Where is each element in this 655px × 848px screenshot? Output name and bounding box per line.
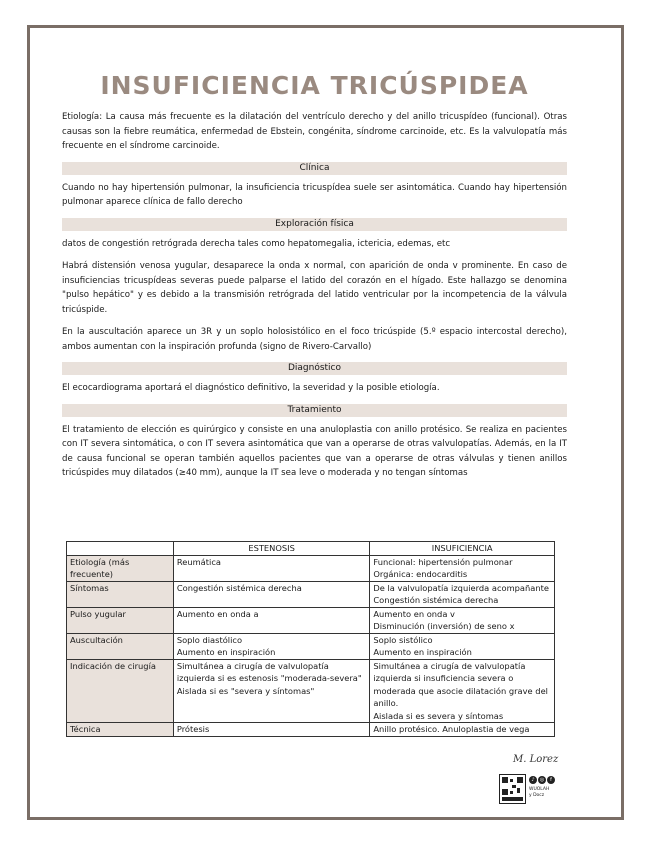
table-cell-estenosis [173,607,370,633]
page-title: INSUFICIENCIA TRICÚSPIDEA [100,71,529,100]
table-row [67,607,555,633]
exploracion-paragraph-3: En la auscultación aparece un 3R y un soplo holosistólico en el foco tricúspide (5.º espacio intercostal derecho), ambos aumentan con la inspiración profunda (signo de Rivero-Carvallo) [62,327,567,352]
author-signature: M. Lorez [513,754,559,765]
table-row-label: Técnica [67,723,174,737]
table-row-label: Etiología (más frecuente) [67,555,174,581]
table-cell-insuficiencia [370,659,555,723]
table-cell-estenosis [173,633,370,659]
section-heading-clinica: Clínica [62,162,567,175]
table-cell-line: Simultánea a cirugía de valvulopatía izquierda si es estenosis "moderada-severa" [176,660,362,683]
table-cell-line: Simultánea a cirugía de valvulopatía izquierda si insuficiencia severa o moderada que asocie dilatación grave del anillo. [373,660,548,708]
table-cell-insuficiencia [370,581,555,607]
instagram-icon[interactable]: ◎ [539,777,545,783]
table-cell-line: Orgánica: endocarditis [373,569,468,579]
table-cell-line: Aumento en inspiración [373,647,472,657]
table-cell-line: Congestión sistémica derecha [176,582,302,593]
table-row [67,555,555,581]
table-row-label: Auscultación [67,633,174,659]
table-cell-line: Soplo sistólico [373,634,433,645]
brand-text [529,787,549,799]
table-cell-line: Disminución (inversión) de seno x [373,621,515,631]
table-row-label: Pulso yugular [67,607,174,633]
table-cell-insuficiencia [370,607,555,633]
clinica-paragraph: Cuando no hay hipertensión pulmonar, la insuficiencia tricuspídea suele ser asintomática. Cuando hay hipertensión pulmonar aparece clínica de fallo derecho [62,182,567,207]
table-cell-insuficiencia [370,633,555,659]
table-cell-line: Reumática [176,556,221,567]
table-cell-estenosis [173,723,370,737]
section-heading-tratamiento: Tratamiento [62,404,567,417]
table-cell-line: Anillo protésico. Anuloplastia de vega [373,724,530,734]
table-row [67,659,555,723]
table-cell-line: Aislada si es "severa y síntomas" [176,685,315,696]
table-row [67,633,555,659]
table-cell-insuficiencia [370,555,555,581]
brand-line-2: y Docz [529,793,545,798]
table-cell-estenosis [173,581,370,607]
table-header-insuficiencia: INSUFICIENCIA [370,542,555,556]
table-row [67,723,555,737]
table-cell-estenosis [173,659,370,723]
intro-paragraph: Etiología: La causa más frecuente es la dilatación del ventrículo derecho y del anillo tricuspídeo (funcional). Otras causas son la fiebre reumática, enfermedad de Ebstein, congénita, síndrome carcinoide, etc. Es la valvulopatía más frecuente en el síndrome carcinoide. [62,112,567,151]
table-header-corner [67,542,174,556]
table-header-row [67,542,555,556]
section-heading-diagnostico: Diagnóstico [62,362,567,375]
document-body [62,70,567,489]
table-cell-line: Aumento en onda a [176,608,259,619]
section-heading-exploracion: Exploración física [62,218,567,231]
table-cell-insuficiencia [370,723,555,737]
table-cell-line: Prótesis [176,724,210,734]
table-cell-line: Aumento en inspiración [176,647,276,657]
facebook-icon[interactable]: f [547,776,555,784]
comparison-table [66,541,555,737]
table-cell-line: Aumento en onda v [373,608,455,619]
table-row-label: Síntomas [67,581,174,607]
tiktok-icon[interactable]: ♪ [529,776,537,784]
table-row-label: Indicación de cirugía [67,659,174,723]
table-cell-line: Aislada si es severa y síntomas [373,710,504,721]
table-cell-line: Funcional: hipertensión pulmonar [373,556,513,567]
brand-line-1: WUOLAH [529,787,550,792]
table-header-estenosis: ESTENOSIS [173,542,370,556]
diagnostico-paragraph: El ecocardiograma aportará el diagnóstico definitivo, la severidad y la posible etiología. [62,383,440,393]
table-cell-estenosis [173,555,370,581]
exploracion-paragraph-1: datos de congestión retrógrada derecha tales como hepatomegalia, ictericia, edemas, etc [62,238,451,249]
qr-code-icon [499,774,526,804]
table-cell-line: Congestión sistémica derecha [373,595,499,605]
exploracion-paragraph-2: Habrá distensión venosa yugular, desaparece la onda x normal, con aparición de onda v prominente. En caso de insuficiencias tricuspídeas severas puede palparse el latido del corazón en el hígado. Este hallazgo se denomina "pulso hepático" y es debido a la transmisión retrógrada del latido ventricular por la incompetencia de la válvula tricúspide. [62,261,567,315]
table-cell-line: De la valvulopatía izquierda acompañante [373,582,549,593]
table-row [67,581,555,607]
tratamiento-paragraph: El tratamiento de elección es quirúrgico y consiste en una anuloplastia con anillo protésico. Se realiza en pacientes con IT severa sintomática, o con IT severa asintomática que van a operarse de otras valvulopatías. Además, en la IT de causa funcional se operan también aquellos pacientes que van a operarse de otras válvulas y tienen anillos tricúspides muy dilatados (≥40 mm), aunque la IT sea leve o moderada y no tengan síntomas [62,424,567,478]
table-cell-line: Soplo diastólico [176,634,243,645]
brand-footer [499,754,569,809]
